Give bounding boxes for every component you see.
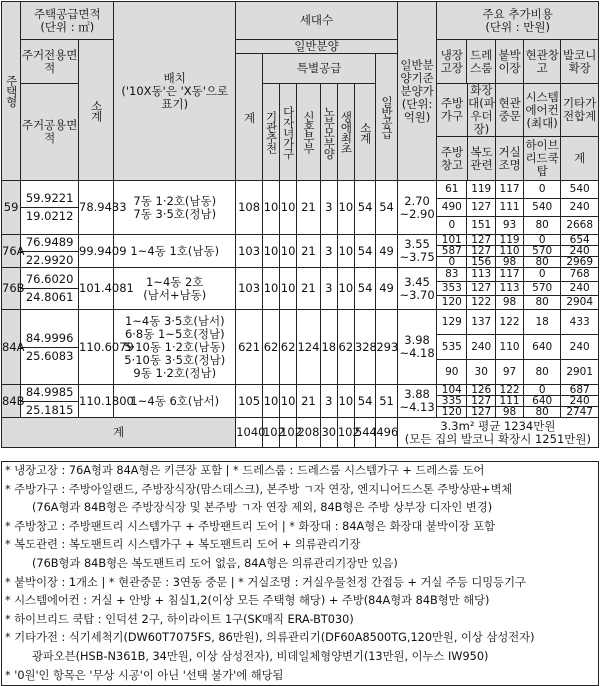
option-cost-column <box>437 310 467 385</box>
common-area: 22.9920 <box>25 252 74 267</box>
first-time: 10 <box>337 268 354 310</box>
option-cost: 768 <box>561 268 598 282</box>
footnote-line: * 복도관련 : 복도팬트리 시스템가구 + 복도팬트리 도어 + 의류관리기장 <box>5 538 361 552</box>
multi-child: 10 <box>280 181 297 235</box>
sum-special-subtotal: 544 <box>354 418 375 448</box>
opt-label-cooktop: 하이브리드쿡탑 <box>525 138 559 178</box>
option-cost-column <box>496 268 524 310</box>
footnote-line: (76B형과 84B형은 복도팬트리 도어 없음, 84A형은 의류관리기장만 있음) <box>32 556 398 570</box>
option-cost: 540 <box>524 199 560 217</box>
price-line: ~2.90 <box>399 206 435 221</box>
option-cost: 80 <box>535 406 549 418</box>
area-subtotal: 110.6079 <box>79 310 114 385</box>
option-cost-column <box>467 268 496 310</box>
opt-label-appliances: 기타가전합계 <box>561 84 598 137</box>
option-cost: 61 <box>437 181 466 199</box>
special-subtotal: 54 <box>354 268 375 310</box>
header-newlywed: 신혼부부 <box>297 84 321 181</box>
base-price <box>397 385 437 418</box>
opt-label-grid <box>437 84 599 181</box>
option-cost: 127 <box>467 235 495 246</box>
option-cost-column <box>496 235 524 268</box>
header-base-price: 일반분양기준분양가(단위:억원) <box>397 2 437 181</box>
housing-row <box>2 235 599 268</box>
option-cost: 240 <box>561 396 598 407</box>
housing-type: 84B <box>2 385 21 418</box>
footnote-line: 광파오븐(HSB-N361B, 34만원, 이상 삼성전자), 비데일체형양변기(13만원, 이누스 IW950) <box>32 649 489 663</box>
option-cost: 2969 <box>566 256 594 268</box>
option-cost: 654 <box>561 235 598 246</box>
institution: 10 <box>262 181 279 235</box>
option-cost: 127 <box>467 246 495 257</box>
option-cost: 98 <box>502 256 517 268</box>
opt-label-entrance-door: 현관중문 <box>496 84 524 137</box>
exclusive-area: 76.9489 <box>21 236 78 252</box>
base-price <box>397 235 437 268</box>
option-cost: 110 <box>496 246 523 257</box>
layout-line: (남서+남동) <box>143 287 207 302</box>
common-area: 25.6083 <box>25 348 74 363</box>
option-cost-column <box>437 385 467 418</box>
households-total: 108 <box>236 181 263 235</box>
option-cost: 110 <box>496 335 523 360</box>
header-first-time: 생애최초 <box>337 84 354 181</box>
option-cost: 535 <box>437 335 466 360</box>
header-institution: 기관추천 <box>262 84 279 181</box>
option-cost-column <box>561 268 599 310</box>
opt-label-aircon: 시스템에어컨(최대) <box>524 84 561 137</box>
price-line: 3.55 <box>404 237 430 251</box>
option-cost: 90 <box>445 366 459 378</box>
households-total: 103 <box>236 235 263 268</box>
base-price <box>397 268 437 310</box>
option-cost-column <box>467 181 496 235</box>
option-cost: 119 <box>467 181 495 199</box>
option-cost: 98 <box>502 406 517 418</box>
option-cost-column <box>561 385 599 418</box>
housing-type: 59 <box>2 181 21 235</box>
option-cost: 570 <box>524 282 560 296</box>
housing-type: 76B <box>2 268 21 310</box>
footnote-line: * 하이브리드 쿡탑 : 인덕션 2구, 하이라이트 1구(SK매직 ERA-BT030) <box>5 612 354 626</box>
first-time: 10 <box>337 385 354 418</box>
option-cost: 127 <box>467 282 495 296</box>
option-cost-column <box>496 181 524 235</box>
area-exclusive-common <box>21 268 79 310</box>
multi-child: 10 <box>280 235 297 268</box>
area-subtotal: 101.4081 <box>79 268 114 310</box>
institution: 10 <box>262 235 279 268</box>
option-cost: 119 <box>496 235 523 246</box>
base-price <box>397 310 437 385</box>
header-common-area: 주거공용면적 <box>21 84 79 181</box>
layout-line: 1~4동 6호(남서) <box>130 393 220 408</box>
layout-cell <box>114 385 236 418</box>
housing-row <box>2 385 599 418</box>
option-cost: 0 <box>524 235 560 246</box>
option-cost: 113 <box>496 282 523 296</box>
layout-cell <box>114 235 236 268</box>
option-cost-column <box>561 310 599 385</box>
option-cost: 80 <box>535 296 549 308</box>
footnote-line: (76A형과 84B형은 주방장식장 및 본주방 ㄱ자 연장 제외, 84B형은 주방 상부장 디자인 변경) <box>32 501 493 515</box>
elderly: 3 <box>320 181 337 235</box>
layout-line: 7동 3·5호(정남) <box>133 206 217 221</box>
general-supply: 51 <box>376 385 397 418</box>
footnote-line: * 주방가구 : 주방아일랜드, 주방장식장(맘스데스크), 본주방 ㄱ자 연장, 엔지니어드스톤 주방상판+벽체 <box>5 482 513 496</box>
special-subtotal: 54 <box>354 385 375 418</box>
price-line: 3.98 <box>404 333 430 347</box>
option-cost: 93 <box>502 219 517 231</box>
opt-label-hallway: 복도관련 <box>467 137 496 181</box>
option-cost-column <box>523 385 560 418</box>
elderly: 3 <box>320 268 337 310</box>
option-cost: 640 <box>524 335 560 360</box>
layout-line: 9동 1·2호(정남) <box>133 365 217 380</box>
newlywed: 21 <box>297 268 321 310</box>
sum-newlywed: 208 <box>297 418 321 448</box>
header-housing-type: 주택형 <box>2 2 21 181</box>
common-area: 24.8061 <box>25 290 74 304</box>
multi-child: 62 <box>280 310 297 385</box>
area-subtotal: 78.9433 <box>79 181 114 235</box>
price-line: ~3.70 <box>399 287 435 302</box>
footnote-line: * 냉장고장 : 76A형과 84A형은 키큰장 포함 | * 드레스룸 : 드레스룸 시스템가구 + 드레스룸 도어 <box>5 464 485 477</box>
layout-line: 6·8동 1~5호(정남) <box>124 326 225 341</box>
option-cost: 490 <box>437 199 466 217</box>
option-cost-column <box>561 235 599 268</box>
option-cost: 0 <box>448 256 456 268</box>
area-exclusive-common <box>21 235 79 268</box>
special-subtotal: 54 <box>354 181 375 235</box>
area-exclusive-common <box>21 385 79 418</box>
option-cost: 0 <box>524 181 560 199</box>
option-cost: 80 <box>535 219 549 231</box>
option-cost: 240 <box>561 335 598 360</box>
option-cost: 2668 <box>566 219 594 231</box>
price-line: ~4.13 <box>399 400 435 414</box>
layout-line: 1~4동 3·5호(남서) <box>124 313 225 328</box>
option-cost: 122 <box>496 385 523 396</box>
sum-label: 계 <box>2 418 236 448</box>
first-time: 10 <box>337 235 354 268</box>
option-cost: 137 <box>467 310 495 335</box>
multi-child: 10 <box>280 268 297 310</box>
apartment-supply-table <box>1 1 599 448</box>
option-cost: 0 <box>524 385 560 396</box>
option-cost: 353 <box>437 282 466 296</box>
sum-multi-child: 102 <box>280 418 297 448</box>
opt-label-vanity: 화장대(파우더장) <box>468 83 495 136</box>
header-area-subtotal: 소계 <box>79 40 114 181</box>
header-general-sale: 일반분양 <box>236 40 398 54</box>
newlywed: 21 <box>297 385 321 418</box>
price-line: 2.70 <box>404 193 430 208</box>
header-options: 주요 추가비용 (단위 : 만원) <box>437 2 599 40</box>
general-supply: 49 <box>376 235 397 268</box>
option-cost: 111 <box>496 396 523 407</box>
option-cost-column <box>523 235 560 268</box>
option-cost: 2901 <box>566 366 594 378</box>
option-cost: 240 <box>561 282 598 296</box>
institution: 10 <box>262 268 279 310</box>
general-supply: 293 <box>376 310 397 385</box>
layout-line: 5·10동 1·2호(남동) <box>124 339 226 354</box>
sum-general: 496 <box>376 418 397 448</box>
option-cost-column <box>467 235 496 268</box>
newlywed: 21 <box>297 181 321 235</box>
area-exclusive-common <box>21 310 79 385</box>
institution: 10 <box>262 385 279 418</box>
footnote-line: * 주방창고 : 주방팬트리 시스템가구 + 주방팬트리 도어 | * 화장대 : 84A형은 화장대 붙박이장 포함 <box>5 519 496 533</box>
institution: 62 <box>262 310 279 385</box>
common-area: 25.1815 <box>25 402 74 417</box>
exclusive-area: 76.6020 <box>21 273 78 289</box>
area-subtotal: 99.9409 <box>79 235 114 268</box>
option-cost: 2904 <box>566 296 594 308</box>
option-cost: 122 <box>496 310 523 335</box>
multi-child: 10 <box>280 385 297 418</box>
option-cost-column <box>467 385 496 418</box>
option-cost: 111 <box>496 199 523 217</box>
option-cost: 127 <box>467 199 495 217</box>
households-total: 621 <box>236 310 263 385</box>
option-cost: 80 <box>535 366 549 378</box>
option-cost: 120 <box>441 296 462 308</box>
exclusive-area: 84.9985 <box>21 386 78 402</box>
footnote-line: * 붙박이장 : 1개소 | * 현관중문 : 3연동 중문 | * 거실조명 : 거실우물천정 간접등 + 거실 주등 디밍등기구 <box>5 575 526 589</box>
option-cost: 433 <box>561 310 598 335</box>
header-multi-child: 다자녀가구 <box>280 84 297 181</box>
exclusive-area: 84.9996 <box>21 332 78 348</box>
option-cost-column <box>437 268 467 310</box>
header-total: 계 <box>236 54 263 181</box>
option-cost: 97 <box>502 366 517 378</box>
option-cost: 98 <box>502 296 517 308</box>
option-cost: 80 <box>535 256 549 268</box>
elderly: 18 <box>320 310 337 385</box>
households-total: 103 <box>236 268 263 310</box>
option-cost-column <box>496 310 524 385</box>
opt-label-entrance-storage: 현관창고 <box>523 40 560 84</box>
option-cost-column <box>467 310 496 385</box>
base-price <box>397 181 437 235</box>
option-cost: 0 <box>524 268 560 282</box>
exclusive-area: 59.9221 <box>21 192 78 208</box>
sum-average-note: 3.3m² 평균 1234만원 (모든 집의 발코니 확장시 1251만원) <box>397 418 598 448</box>
option-cost: 335 <box>437 396 466 407</box>
opt-label-balcony: 발코니확장 <box>561 40 599 84</box>
layout-line: 1~4동 2호 <box>146 274 204 289</box>
layout-line: 1~4동 1호(남동) <box>130 243 220 258</box>
elderly: 3 <box>320 385 337 418</box>
option-cost: 126 <box>467 385 495 396</box>
sum-elderly: 30 <box>320 418 337 448</box>
special-subtotal: 328 <box>354 310 375 385</box>
common-area: 19.0212 <box>25 209 74 223</box>
option-cost: 587 <box>437 246 466 257</box>
housing-row <box>2 181 599 235</box>
price-table-document <box>1 1 599 682</box>
footnotes <box>1 461 599 686</box>
option-cost: 687 <box>561 385 598 396</box>
option-cost: 127 <box>467 396 495 407</box>
option-cost: 30 <box>474 366 488 378</box>
general-supply: 49 <box>376 268 397 310</box>
header-special-subtotal: 소계 <box>354 84 375 181</box>
footnote-line: * '0원'인 항목은 '무상 시공'이 아닌 '선택 불가'에 해당됨 <box>5 668 284 682</box>
price-line: 3.45 <box>404 274 430 289</box>
footnote-line: * 기타가전 : 식기세척기(DW60T7075FS, 86만원), 의류관리기(DF60A8500TG,120만원, 이상 삼성전자) <box>5 631 535 645</box>
housing-type: 84A <box>2 310 21 385</box>
option-cost: 2747 <box>566 406 594 418</box>
header-general-supply: 일반공급 <box>376 54 397 181</box>
layout-cell <box>114 310 236 385</box>
housing-type: 76A <box>2 235 21 268</box>
header-exclusive-area: 주거전용면적 <box>21 40 79 84</box>
option-cost: 640 <box>524 396 560 407</box>
sum-first-time: 102 <box>337 418 354 448</box>
newlywed: 124 <box>297 310 321 385</box>
option-cost-column <box>496 385 524 418</box>
option-cost: 0 <box>448 219 456 231</box>
option-cost: 240 <box>561 246 598 257</box>
price-line: ~4.18 <box>399 346 435 360</box>
option-cost: 570 <box>524 246 560 257</box>
option-cost: 129 <box>437 310 466 335</box>
option-cost: 240 <box>467 335 495 360</box>
option-cost: 156 <box>471 256 492 268</box>
area-exclusive-common <box>21 181 79 235</box>
option-cost: 240 <box>561 199 598 217</box>
footnote-line: * 시스템에어컨 : 거실 + 안방 + 침실1,2(이상 모든 주택형 해당) + 주방(84A형과 84B형만 해당) <box>5 594 490 608</box>
option-cost: 540 <box>561 181 598 199</box>
header-layout: 배치 ('10X동'은 'X동'으로 표기) <box>114 2 236 181</box>
option-cost: 120 <box>441 406 462 418</box>
opt-label-living-light: 거실조명 <box>496 137 524 181</box>
sum-total: 1040 <box>236 418 263 448</box>
option-cost: 101 <box>437 235 466 246</box>
option-cost: 117 <box>496 181 523 199</box>
header-elderly: 노부모부양 <box>320 84 337 181</box>
option-cost-column <box>437 181 467 235</box>
housing-row <box>2 310 599 385</box>
newlywed: 21 <box>297 235 321 268</box>
households-total: 105 <box>236 385 263 418</box>
option-cost-column <box>437 235 467 268</box>
special-subtotal: 54 <box>354 235 375 268</box>
opt-label-dressroom: 드레스룸 <box>467 40 496 84</box>
layout-line: 5·10동 3·5호(정남) <box>124 352 226 367</box>
option-cost: 83 <box>437 268 466 282</box>
opt-label-kitchen-furniture: 주방가구 <box>437 84 467 137</box>
header-special-supply: 특별공급 <box>262 54 375 84</box>
opt-label-fridge: 냉장고장 <box>437 40 467 84</box>
option-cost: 113 <box>467 268 495 282</box>
layout-line: 7동 1·2호(남동) <box>133 193 217 208</box>
option-cost-column <box>523 268 560 310</box>
option-cost: 151 <box>471 219 492 231</box>
option-cost: 104 <box>437 385 466 396</box>
opt-label-kitchen-storage: 주방창고 <box>437 137 467 181</box>
general-supply: 54 <box>376 181 397 235</box>
option-cost: 18 <box>524 310 560 335</box>
opt-label-total: 계 <box>561 137 598 181</box>
elderly: 3 <box>320 235 337 268</box>
area-subtotal: 110.1800 <box>79 385 114 418</box>
option-cost-column <box>561 181 599 235</box>
option-cost: 127 <box>471 406 492 418</box>
header-supply-area: 주택공급면적 (단위 : ㎡) <box>21 2 114 40</box>
option-cost: 122 <box>471 296 492 308</box>
housing-row <box>2 268 599 310</box>
layout-cell <box>114 181 236 235</box>
sum-institution: 102 <box>262 418 279 448</box>
option-cost-column <box>523 181 560 235</box>
option-cost-column <box>523 310 560 385</box>
opt-label-closet: 붙박이장 <box>496 40 524 84</box>
header-households: 세대수 <box>236 2 398 40</box>
price-line: 3.88 <box>404 387 430 401</box>
option-cost: 117 <box>496 268 523 282</box>
first-time: 62 <box>337 310 354 385</box>
price-line: ~3.75 <box>399 250 435 264</box>
first-time: 10 <box>337 181 354 235</box>
